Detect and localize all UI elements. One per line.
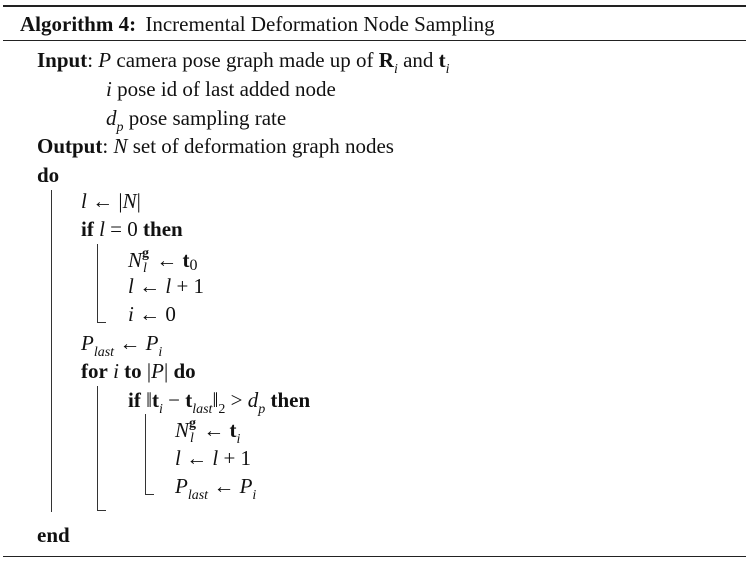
var-l: l (81, 189, 87, 213)
then-keyword: then (143, 217, 183, 241)
if-block-line (97, 244, 98, 322)
header-rule (3, 40, 746, 41)
do-block-line (51, 190, 52, 512)
algorithm-header (20, 14, 495, 35)
greater-than: > (230, 388, 243, 412)
subscript-l: l (190, 431, 194, 446)
var-t: t (185, 388, 193, 412)
if-keyword: if (128, 388, 141, 412)
bar: | (136, 189, 141, 213)
stmt-plast-assign (81, 331, 163, 360)
if-block-end (97, 322, 106, 323)
var-N: N (128, 248, 143, 272)
output-symbol-N: N (113, 134, 128, 158)
norm-open: ‖ (146, 388, 152, 412)
input-symbol-d: d (106, 106, 117, 130)
input-desc-1: camera pose graph made up of (116, 48, 374, 72)
input-symbol-P: P (98, 48, 112, 72)
var-N: N (122, 189, 137, 213)
var-d: d (247, 388, 259, 412)
arrow: ← (203, 418, 225, 442)
subscript-two: 2 (218, 402, 226, 417)
for-block-line (97, 386, 98, 510)
subscript-i: i (158, 402, 163, 417)
plus: + (176, 274, 189, 298)
stmt-node-assign-t0 (128, 246, 198, 276)
rotation-symbol: R (378, 48, 394, 72)
stmt-l-increment-1 (128, 276, 204, 297)
var-i: i (128, 302, 134, 326)
plus: + (223, 446, 236, 470)
algorithm-label: Algorithm 4: (20, 12, 137, 36)
input-line: Input: P camera pose graph made up of $R_i$ and $t_i$ (37, 48, 450, 77)
stmt-l-increment-2 (175, 448, 251, 469)
end-keyword: end (37, 523, 70, 547)
subscript-last: last (93, 345, 115, 360)
subscript-last: last (192, 402, 213, 417)
arrow: ← (213, 474, 235, 498)
input-keyword: Input (37, 48, 88, 72)
input-symbol-i: i (106, 77, 112, 101)
rotation-subscript: i (393, 62, 398, 77)
stmt-if-distance (128, 388, 311, 417)
subscript-l: l (143, 261, 147, 276)
subscript-zero: 0 (189, 257, 198, 274)
stmt-for-loop (81, 361, 196, 382)
subscript-i: i (158, 345, 163, 360)
input-line-2 (106, 79, 336, 100)
var-l: l (165, 274, 172, 298)
inner-if-block-end (145, 494, 154, 495)
translation-symbol: t (438, 48, 446, 72)
one: 1 (240, 446, 252, 470)
for-keyword: for (81, 359, 108, 383)
bar: | (118, 189, 123, 213)
var-l: l (128, 274, 134, 298)
var-l: l (99, 217, 105, 241)
stmt-i-reset (128, 304, 176, 325)
var-P: P (239, 474, 253, 498)
var-P: P (151, 359, 164, 383)
arrow: ← (156, 248, 178, 272)
zero: 0 (165, 302, 176, 326)
and-text: and (403, 48, 434, 72)
inner-if-block-line (145, 414, 146, 494)
var-l: l (175, 446, 181, 470)
subscript-i: i (252, 488, 257, 503)
bar: | (163, 359, 169, 383)
var-P: P (145, 331, 159, 355)
one: 1 (193, 274, 205, 298)
input-symbol-d-sub: p (116, 120, 124, 135)
arrow: ← (119, 331, 141, 355)
var-l: l (212, 446, 219, 470)
superscript-g: g (189, 416, 197, 431)
arrow: ← (139, 274, 161, 298)
var-N: N (175, 418, 190, 442)
superscript-g: g (142, 246, 150, 261)
var-P: P (175, 474, 188, 498)
top-rule (3, 5, 746, 7)
do-keyword-inner: do (173, 359, 196, 383)
output-keyword: Output (37, 134, 103, 158)
stmt-plast-update (175, 474, 257, 503)
arrow: ← (186, 446, 208, 470)
to-keyword: to (124, 359, 142, 383)
equals: = (110, 217, 123, 241)
stmt-if-l-zero (81, 219, 183, 240)
if-keyword: if (81, 217, 94, 241)
for-block-end (97, 510, 106, 511)
input-desc-2: pose id of last added node (117, 77, 336, 101)
do-keyword: do (37, 163, 60, 187)
arrow: ← (92, 189, 114, 213)
translation-subscript: i (445, 62, 450, 77)
norm-close: ‖ (212, 388, 219, 412)
input-desc-3: pose sampling rate (128, 106, 287, 130)
var-t: t (151, 388, 159, 412)
var-i: i (113, 359, 119, 383)
var-P: P (81, 331, 94, 355)
algorithm-title: Incremental Deformation Node Sampling (145, 12, 495, 36)
bar: | (146, 359, 152, 383)
arrow: ← (139, 302, 161, 326)
subscript-p: p (258, 402, 266, 417)
var-t: t (229, 418, 237, 442)
subscript-i: i (236, 432, 241, 447)
subscript-last: last (187, 488, 209, 503)
then-keyword: then (270, 388, 311, 412)
zero: 0 (127, 217, 138, 241)
minus: − (168, 388, 180, 412)
bottom-rule (3, 556, 746, 557)
output-line: Output: N set of deformation graph nodes (37, 134, 394, 158)
output-desc: set of deformation graph nodes (132, 134, 394, 158)
stmt-node-assign-ti (175, 416, 241, 447)
stmt-l-assign-N (81, 191, 141, 212)
var-t: t (182, 248, 190, 272)
input-line-3 (106, 106, 287, 135)
